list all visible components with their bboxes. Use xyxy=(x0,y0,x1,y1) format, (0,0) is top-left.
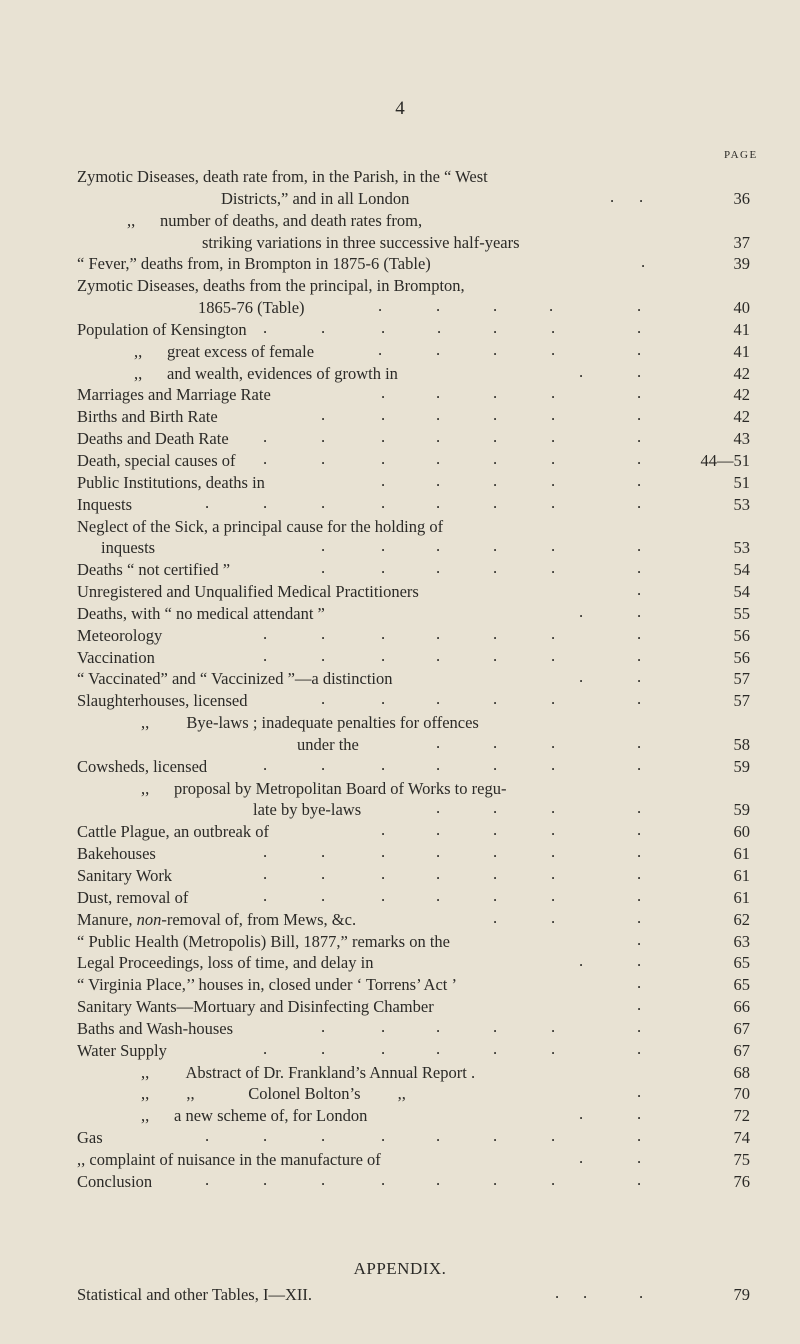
index-entry: ,, a new scheme of, for London . . 72 xyxy=(141,1104,750,1126)
entry-text: Legal Proceedings, loss of time, and delay in xyxy=(77,953,374,973)
entry-page: 37 xyxy=(733,232,750,252)
index-entry xyxy=(0,1062,800,1084)
entry-text: Vaccination xyxy=(77,647,155,667)
entry-page: 44—51 xyxy=(700,450,750,470)
entry-page: 53 xyxy=(733,494,750,514)
entry-page: 79 xyxy=(733,1285,750,1304)
entry-page: 43 xyxy=(733,429,750,449)
index-entry: “ Fever,” deaths from, in Brompton in 1875-6 (Table) . 39 xyxy=(77,252,750,274)
entry-page: 54 xyxy=(733,560,750,580)
entry-text: Statistical and other Tables, I—XII. xyxy=(77,1285,312,1304)
entry-page: 57 xyxy=(733,669,750,689)
entry-page: 61 xyxy=(733,844,750,864)
index-entry: Manure, non-removal of, from Mews, &c. . . . 62 xyxy=(77,907,750,929)
entry-text: ,, Abstract of Dr. Frankland’s Annual Report . xyxy=(141,1062,476,1082)
index-entry: Death, special causes of . . . . . . . 44—51 xyxy=(77,448,750,470)
entry-page: 61 xyxy=(733,887,750,907)
index-entry: Cattle Plague, an outbreak of . . . . . 60 xyxy=(77,820,750,842)
index-entry: late by bye-laws . . . . 59 xyxy=(253,798,750,820)
index-entry: ,, and wealth, evidences of growth in . . 42 xyxy=(134,361,750,383)
entry-text: Zymotic Diseases, deaths from the principal, in Brompton, xyxy=(77,276,465,296)
index-entry: Bakehouses . . . . . . . 61 xyxy=(77,842,750,864)
entry-page: 60 xyxy=(733,822,750,842)
entry-text: Marriages and Marriage Rate xyxy=(77,385,271,405)
entry-page: 70 xyxy=(733,1084,750,1104)
entry-page: 66 xyxy=(733,997,750,1017)
page-number: 4 xyxy=(395,98,405,119)
entry-page: 59 xyxy=(733,756,750,776)
index-entry: Slaughterhouses, licensed . . . . . . 57 xyxy=(77,689,750,711)
index-entry: Legal Proceedings, loss of time, and delay in . . 65 xyxy=(77,951,750,973)
entry-text: Bakehouses xyxy=(77,844,156,864)
index-entry: Deaths and Death Rate . . . . . . . 43 xyxy=(77,427,750,449)
entry-page: 57 xyxy=(733,691,750,711)
index-entry xyxy=(0,275,800,297)
entry-text: ,, a new scheme of, for London xyxy=(141,1106,368,1126)
entry-page: 61 xyxy=(733,866,750,885)
index-entry xyxy=(0,232,800,254)
appendix-entry: Statistical and other Tables, I—XII. . . . 79 xyxy=(77,1283,750,1304)
entry-page: 36 xyxy=(733,188,750,208)
entry-text: Neglect of the Sick, a principal cause for the holding of xyxy=(77,516,444,536)
entry-text: Inquests xyxy=(77,494,132,514)
index-entry: Births and Birth Rate . . . . . . 42 xyxy=(77,405,750,427)
entry-text: under the xyxy=(297,734,359,754)
entry-page: 42 xyxy=(733,363,750,383)
entry-text: Districts,” and in all London xyxy=(221,188,410,208)
entry-text: Cowsheds, licensed xyxy=(77,756,208,776)
entry-page: 42 xyxy=(733,407,750,427)
entry-text: Slaughterhouses, licensed xyxy=(77,691,248,711)
entry-text: Deaths, with “ no medical attendant ” xyxy=(77,603,325,623)
index-entry: Unregistered and Unqualified Medical Practitioners . 54 xyxy=(77,580,750,602)
index-entry xyxy=(0,778,800,800)
entry-text: Sanitary Wants—Mortuary and Disinfecting Chamber xyxy=(77,997,434,1017)
entry-page: 59 xyxy=(733,800,750,820)
entry-text: late by bye-laws xyxy=(253,800,362,820)
entry-text: ,, number of deaths, and death rates from, xyxy=(127,210,423,230)
entry-page: 76 xyxy=(733,1171,750,1191)
entry-page: 65 xyxy=(733,953,750,973)
entry-text: Cattle Plague, an outbreak of xyxy=(77,822,269,842)
index-entry: Water Supply . . . . . . . 67 xyxy=(77,1038,750,1060)
index-entry: 1865-76 (Table) . . . . . 40 xyxy=(198,296,750,318)
entry-page: 56 xyxy=(733,625,750,645)
entry-page: 63 xyxy=(733,931,750,951)
entry-text: Deaths and Death Rate xyxy=(77,429,229,449)
entry-text: Dust, removal of xyxy=(77,887,189,907)
entry-text: Population of Kensington xyxy=(77,319,247,339)
entry-page: 53 xyxy=(733,538,750,558)
entry-page: 72 xyxy=(733,1106,750,1126)
entry-text: striking variations in three successive half-years xyxy=(202,232,520,252)
index-entry: Baths and Wash-houses . . . . . . 67 xyxy=(77,1016,750,1038)
index-entry: Gas . . . . . . . . 74 xyxy=(77,1126,750,1148)
index-entry: ,, complaint of nuisance in the manufacture of . . 75 xyxy=(77,1147,750,1169)
appendix-heading: APPENDIX. xyxy=(353,1259,447,1278)
entry-text: ,, complaint of nuisance in the manufacture of xyxy=(77,1149,381,1169)
index-entry: ,, ,, Colonel Bolton’s ,, . 70 xyxy=(141,1082,750,1104)
index-entry: Dust, removal of . . . . . . . 61 xyxy=(77,885,750,907)
entry-page: 67 xyxy=(733,1040,750,1060)
index-entry: Public Institutions, deaths in . . . . . 51 xyxy=(77,470,750,492)
entry-text: Manure, non-removal of, from Mews, &c. xyxy=(77,909,357,929)
entry-page: 55 xyxy=(733,603,750,623)
entry-page: 42 xyxy=(733,385,750,405)
entry-page: 39 xyxy=(733,254,750,274)
entry-text: Water Supply xyxy=(77,1040,167,1060)
entry-text: ,, great excess of female xyxy=(134,341,315,361)
entry-text: Deaths “ not certified ” xyxy=(77,560,231,580)
entry-text: inquests xyxy=(101,538,156,558)
entry-page: 56 xyxy=(733,647,750,667)
entry-text: “ Fever,” deaths from, in Brompton in 1875-6 (Table) xyxy=(77,254,431,274)
index-entry: Sanitary Wants—Mortuary and Disinfecting Chamber . 66 xyxy=(77,995,750,1017)
index-entry: “ Vaccinated” and “ Vaccinized ”—a distinction . . 57 xyxy=(77,667,750,689)
entry-text: Sanitary Work xyxy=(77,866,173,885)
index-entry: Vaccination . . . . . . . 56 xyxy=(77,645,750,667)
index-entry: Inquests . . . . . . . . 53 xyxy=(77,492,750,514)
entry-text: Meteorology xyxy=(77,625,163,645)
entry-text: ,, and wealth, evidences of growth in xyxy=(134,363,398,383)
page-column-label: PAGE xyxy=(724,149,758,161)
entry-page: 65 xyxy=(733,975,750,995)
index-entry: Districts,” and in all London . . 36 xyxy=(221,186,750,208)
entry-text: Public Institutions, deaths in xyxy=(77,472,265,492)
entry-text: ,, proposal by Metropolitan Board of Works to regu- xyxy=(141,778,507,798)
entry-text: ,, Bye-laws ; inadequate penalties for offences xyxy=(141,713,479,733)
index-entry xyxy=(0,516,800,538)
index-list xyxy=(0,166,800,1193)
entry-page: 41 xyxy=(733,319,750,339)
index-entry: Conclusion . . . . . . . . 76 xyxy=(77,1169,750,1191)
index-entry: Population of Kensington . . . . . . . 41 xyxy=(77,317,750,339)
index-entry: Marriages and Marriage Rate . . . . . 42 xyxy=(77,383,750,405)
index-entry: under the . . . . 58 xyxy=(297,732,750,754)
index-entry: “ Virginia Place,’’ houses in, closed under ‘ Torrens’ Act ’ . 65 xyxy=(77,973,750,995)
index-entry: ,, great excess of female . . . . . 41 xyxy=(134,339,750,361)
entry-text: Conclusion xyxy=(77,1171,153,1191)
entry-text: Zymotic Diseases, death rate from, in the Parish, in the “ West xyxy=(77,167,488,186)
entry-text: Death, special causes of xyxy=(77,450,236,470)
index-entry: “ Public Health (Metropolis) Bill, 1877,” remarks on the . 63 xyxy=(77,929,750,951)
entry-text: ,, ,, Colonel Bolton’s ,, xyxy=(141,1084,406,1104)
entry-page: 74 xyxy=(733,1128,750,1148)
index-entry: Deaths “ not certified ” . . . . . . 54 xyxy=(77,558,750,580)
entry-page: 68 xyxy=(733,1062,750,1082)
entry-page: 54 xyxy=(733,582,750,602)
index-entry xyxy=(0,210,800,232)
entry-text: “ Virginia Place,’’ houses in, closed under ‘ Torrens’ Act ’ xyxy=(77,975,457,995)
entry-text: Gas xyxy=(77,1128,103,1148)
index-entry: Sanitary Work . . . . . . . 61 xyxy=(77,864,750,885)
entry-text: “ Public Health (Metropolis) Bill, 1877,” remarks on the xyxy=(77,931,451,951)
entry-page: 67 xyxy=(733,1018,750,1038)
index-entry xyxy=(0,166,800,188)
entry-page: 75 xyxy=(733,1149,750,1169)
entry-text: 1865-76 (Table) xyxy=(198,298,305,318)
entry-text: “ Vaccinated” and “ Vaccinized ”—a distinction xyxy=(77,669,393,689)
index-entry: Meteorology . . . . . . . 56 xyxy=(77,623,750,645)
entry-text: Baths and Wash-houses xyxy=(77,1018,234,1038)
entry-page: 58 xyxy=(733,734,750,754)
entry-page: 40 xyxy=(733,298,750,318)
entry-page: 62 xyxy=(733,909,750,929)
entry-text: Unregistered and Unqualified Medical Practitioners xyxy=(77,582,419,602)
index-entry: Deaths, with “ no medical attendant ” . . 55 xyxy=(77,601,750,623)
index-entry xyxy=(0,712,800,734)
index-entry: Cowsheds, licensed . . . . . . . 59 xyxy=(77,754,750,776)
entry-page: 51 xyxy=(733,472,750,492)
entry-page: 41 xyxy=(733,341,750,361)
index-entry: inquests . . . . . . 53 xyxy=(101,536,750,558)
entry-text: Births and Birth Rate xyxy=(77,407,218,427)
